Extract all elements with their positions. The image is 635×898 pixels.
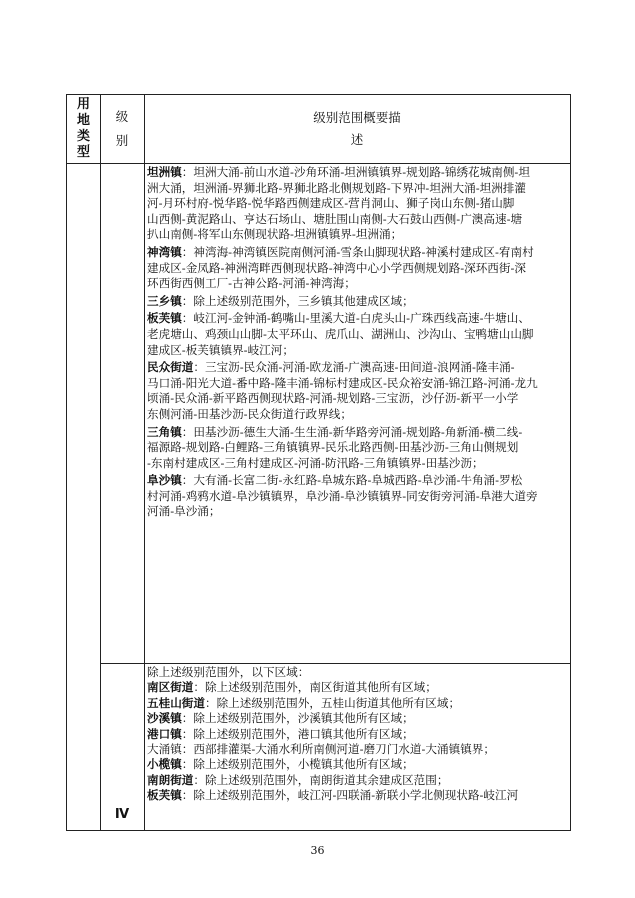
area-name: 神湾镇: [147, 244, 182, 259]
area-entry: [147, 727, 567, 742]
area-entry-line: [147, 360, 567, 376]
area-entry: [147, 742, 567, 757]
area-name: 板芙镇: [147, 311, 182, 326]
area-entry: [147, 757, 567, 772]
area-entry-line: [147, 473, 567, 489]
area-text: 老虎塘山、鸡颈山山脚-太平环山、虎爪山、湖洲山、沙沟山、宝鸭塘山山脚: [147, 326, 534, 341]
area-entry-line: [147, 343, 567, 359]
area-text: 河涌-阜沙涌；: [147, 504, 221, 519]
area-text: ：坦洲大涌-前山水道-沙角环涌-坦洲镇镇界-规划路-锦绣花城南侧-坦: [181, 165, 530, 179]
area-text: 河-月环村府-悦华路-悦华路西侧建成区-营肖洞山、狮子岗山东侧-猪山脚: [147, 196, 515, 211]
area-text: 村河涌-鸡鸦水道-阜沙镇镇界，阜沙涌-阜沙镇镇界-同安街旁河涌-阜港大道旁: [147, 488, 538, 503]
area-entry-line: [147, 440, 567, 456]
area-text: ：大有涌-长富二街-永红路-阜城东路-阜城西路-阜沙涌-牛角涌-罗松: [181, 473, 523, 488]
area-entry-line: [147, 407, 567, 423]
header-level-char: 级: [115, 109, 129, 124]
area-text: ：岐江河-金钟涌-鹤嘴山-里溪大道-白虎头山-广珠西线高速-牛塘山、: [181, 311, 530, 326]
area-entry: [147, 711, 567, 726]
area-entry: [147, 360, 567, 422]
upper-description-cell: [147, 165, 567, 522]
area-text: ：除上述级别范围外，南朗街道其余建成区范围；: [193, 772, 449, 787]
header-land-type: [67, 95, 100, 163]
area-name: 坦洲镇: [147, 165, 182, 179]
header-description: [144, 95, 570, 163]
area-entry: [147, 425, 567, 472]
area-text: 福源路-规划路-白鲤路-三角镇镇界-民乐北路西侧-田基沙沥-三角山侧规划: [147, 440, 519, 455]
column-divider: [100, 95, 101, 830]
area-entry-line: [147, 261, 567, 277]
header-land-type-char: 用: [76, 97, 90, 112]
area-text: -东南村建成区-三角村建成区-河涌-防汛路-三角镇镇界-田基沙沥；: [147, 455, 484, 470]
area-text: 洲大涌，坦洲涌-界狮北路-界狮北路北侧规划路-下界冲-坦洲大涌-坦洲排灌: [147, 180, 526, 195]
area-entry: [147, 245, 567, 292]
header-description-line: 述: [350, 132, 364, 147]
lower-description-cell: [147, 665, 567, 804]
area-text: 东侧河涌-田基沙沥-民众街道行政界线；: [147, 406, 352, 421]
area-text: ：除上述级别范围外，五桂山街道其他所有区域；: [204, 695, 461, 710]
header-description-line: 级别范围概要描: [313, 110, 401, 125]
header-level-char: 别: [115, 133, 129, 148]
area-entry-line: [147, 489, 567, 505]
area-text: 大涌镇：西部排灌渠-大涌水利所南侧河道-磨刀门水道-大涌镇镇界；: [147, 742, 495, 757]
area-entry-line: [147, 456, 567, 472]
area-name: 民众街道: [147, 360, 194, 375]
area-entry: [147, 680, 567, 695]
area-entry-line: [147, 245, 567, 261]
area-entry-line: [147, 181, 567, 197]
page-number: 36: [310, 844, 325, 857]
area-text: ：除上述级别范围外，小榄镇其他所有区域；: [181, 757, 414, 772]
area-entry-line: [147, 276, 567, 292]
area-text: ：除上述级别范围外，岐江河-四联涌-新联小学北侧现状路-岐江河: [181, 788, 519, 803]
area-entry-line: [147, 425, 567, 441]
area-text: 马口涌-阳光大道-番中路-隆丰涌-锦标村建成区-民众裕安涌-锦江路-河涌-龙九: [147, 375, 538, 390]
area-name: 南区街道: [147, 680, 194, 695]
area-entry-line: [147, 391, 567, 407]
area-text: 山西侧-黄泥路山、亨达石场山、塘肚围山南侧-大石鼓山西侧-广澳高速-塘: [147, 211, 523, 226]
area-entry-line: [147, 212, 567, 228]
area-entry: [147, 696, 567, 711]
area-entry: [147, 473, 567, 520]
row-divider: [100, 663, 570, 664]
area-name: 南朗街道: [147, 772, 194, 787]
area-text: 环西街西侧工厂-古神公路-河涌-神湾海；: [147, 276, 356, 291]
area-name: 五桂山街道: [147, 695, 205, 710]
area-text: ：三宝沥-民众涌-河涌-欧龙涌-广澳高速-田间道-浪网涌-隆丰涌-: [193, 360, 515, 375]
area-text: ：神湾海-神湾镇医院南侧河涌-雪条山脚现状路-神溪村建成区-宥南村: [181, 244, 534, 259]
lower-intro: 除上述级别范围外，以下区域：: [147, 665, 310, 679]
area-entry: [147, 311, 567, 358]
header-land-type-char: 类: [76, 129, 90, 144]
area-name: 小榄镇: [147, 757, 182, 772]
area-name: 三角镇: [147, 424, 182, 439]
header-level: [100, 95, 144, 163]
area-name: 沙溪镇: [147, 711, 182, 726]
area-entry: [147, 165, 567, 243]
area-text: ：除上述级别范围外，港口镇其他所有区域；: [181, 726, 414, 741]
area-entry-line: [147, 376, 567, 392]
area-entry: [147, 788, 567, 803]
column-divider: [144, 95, 145, 830]
area-text: ：除上述级别范围外，南区街道其他所有区域；: [193, 680, 437, 695]
area-entry: [147, 773, 567, 788]
area-name: 三乡镇: [147, 293, 182, 308]
area-name: 板芙镇: [147, 788, 182, 803]
header-divider: [67, 163, 570, 164]
area-entry: [147, 294, 567, 310]
area-entry-line: [147, 504, 567, 520]
area-name: 阜沙镇: [147, 473, 182, 488]
area-text: 建成区-板芙镇镇界-岐江河；: [147, 342, 294, 357]
area-text: ：除上述级别范围外，沙溪镇其他所有区域；: [181, 711, 414, 726]
area-text: ：田基沙沥-德生大涌-生生涌-新华路旁河涌-规划路-角新涌-横二线-: [181, 424, 523, 439]
area-entry-line: [147, 294, 567, 310]
area-text: ：除上述级别范围外，三乡镇其他建成区域；: [181, 293, 414, 308]
zoning-table: [66, 94, 571, 831]
level-label: Ⅳ: [114, 807, 130, 822]
area-entry-line: [147, 327, 567, 343]
header-land-type-char: 型: [76, 145, 90, 160]
area-entry-line: [147, 227, 567, 243]
area-entry-line: [147, 196, 567, 212]
area-text: 扒山南侧-将军山东侧现状路-坦洲镇镇界-坦洲涌；: [147, 227, 403, 242]
header-land-type-char: 地: [76, 113, 90, 128]
area-entry-line: [147, 311, 567, 327]
area-entry-line: [147, 165, 567, 181]
area-name: 港口镇: [147, 726, 182, 741]
area-text: 建成区-金凤路-神洲湾畔西侧现状路-神湾中心小学西侧规划路-深环西街-深: [147, 260, 526, 275]
area-text: 顷涌-民众涌-新平路西侧现状路-河涌-规划路-三宝沥，沙仔沥-新平一小学: [147, 391, 519, 406]
